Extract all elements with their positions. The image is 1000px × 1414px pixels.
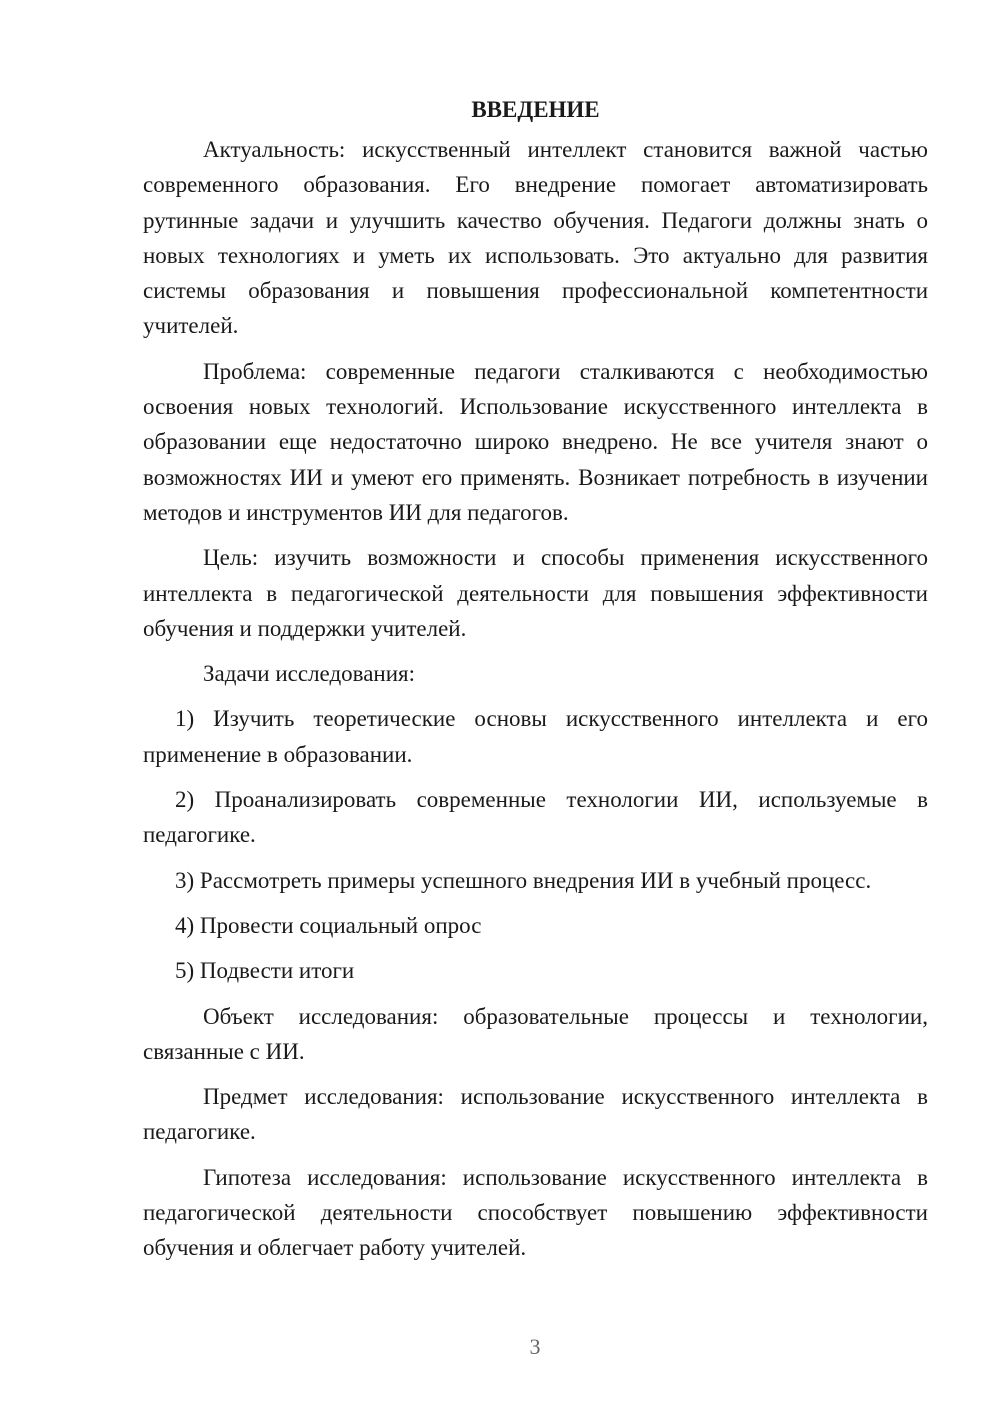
page-content <box>143 92 928 1276</box>
task-item-3: 3) Рассмотреть примеры успешного внедрения ИИ в учебный процесс. <box>175 867 872 893</box>
page-number: 3 <box>529 1334 541 1359</box>
problem-paragraph: Проблема: современные педагоги сталкиваются с необходимостью освоения новых технологий. Использование искусственного интеллекта в образовании еще недостаточно широко внедрено. Не все учителя знают о возможностях ИИ и умеют его применять. Возникает потребность в изучении методов и инструментов ИИ для педагогов. <box>143 358 928 525</box>
hypothesis-paragraph: Гипотеза исследования: использование искусственного интеллекта в педагогической деятельности способствует повышению эффективности обучения и облегчает работу учителей. <box>143 1164 928 1261</box>
tasks-heading: Задачи исследования: <box>203 661 416 687</box>
task-item-2: 2) Проанализировать современные технологии ИИ, используемые в педагогике. <box>143 787 928 848</box>
task-item-5: 5) Подвести итоги <box>175 958 355 984</box>
subject-paragraph: Предмет исследования: использование искусственного интеллекта в педагогике. <box>143 1084 928 1145</box>
goal-paragraph: Цель: изучить возможности и способы применения искусственного интеллекта в педагогической деятельности для повышения эффективности обучения и поддержки учителей. <box>143 545 928 641</box>
relevance-paragraph: Актуальность: искусственный интеллект становится важной частью современного образования. Его внедрение помогает автоматизировать рутинные задачи и улучшить качество обучения. Педагоги должны знать о новых технологиях и уметь их использовать. Это актуально для развития системы образования и повышения профессиональной компетентности учителей. <box>143 137 928 339</box>
section-title: ВВЕДЕНИЕ <box>471 97 600 122</box>
task-item-4: 4) Провести социальный опрос <box>175 912 482 938</box>
object-paragraph: Объект исследования: образовательные процессы и технологии, связанные с ИИ. <box>143 1003 928 1064</box>
task-item-1: 1) Изучить теоретические основы искусственного интеллекта и его применение в образовании. <box>143 706 928 767</box>
